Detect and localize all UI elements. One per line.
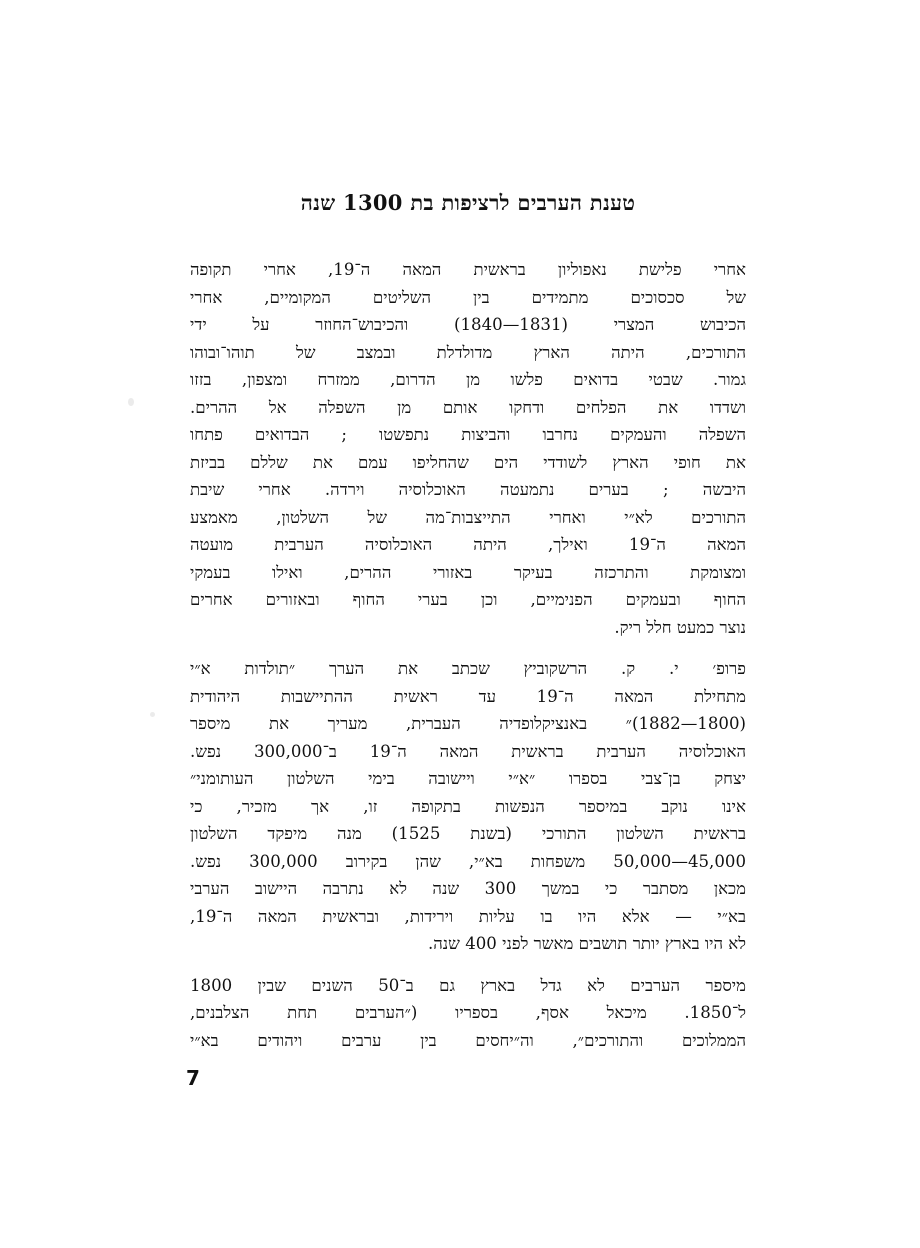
- text-line: מיספר הערבים לא גדל בארץ גם ב־50 השנים שבין 1800: [190, 975, 746, 995]
- chapter-title: טענת הערבים לרציפות בת 1300 שנה: [300, 190, 636, 216]
- text-line: מתחילת המאה ה־19 עד ראשית ההתיישבות היהודית: [190, 686, 746, 706]
- text-line: (1800—1882)״ באנציקלופדיה העברית, מעריך את מיספר: [190, 714, 746, 733]
- text-line: של סכסוכים מתמידים בין השליטים המקומיים, אחרי: [190, 287, 746, 307]
- text-line: ושדדו את הפלחים ודחקו אותם מן השפלה אל ההרים.: [190, 397, 746, 417]
- text-line: גמור. שבטי בדואים פלשו מן הדרום, ממזרח ומצפון, בזזו: [190, 370, 746, 389]
- paragraph-1: [190, 256, 746, 641]
- text-line: אחרי פלישת נאפוליון בראשית המאה ה־19, אחרי תקופה: [190, 260, 746, 279]
- text-line: נוצר כמעט חלל ריק.: [614, 617, 746, 637]
- paper-smudge: [150, 712, 155, 717]
- text-line: מכאן מסתבר כי במשך 300 שנה לא נתרבה היישוב הערבי: [190, 879, 746, 898]
- text-line: 45,000—50,000 משפחות בא״י, שהן בקירוב 300,000 נפש.: [190, 851, 746, 871]
- text-line: פרופ׳ י. ק. הרשקוביץ שכתב את הערך ״תולדות א״י: [190, 659, 746, 678]
- text-line: יצחק בן־צבי בספרו ״א״י ויישובה בימי השלטון העותומני״: [190, 769, 746, 788]
- text-line: התורכים לא״י ואחרי התייצבות־מה של השלטון, מאמצע: [190, 507, 746, 527]
- text-line: החוף ובעמקים הפנימיים, וכן בערי החוף ובאזורים אחרים: [190, 590, 746, 609]
- text-line: השפלה והעמקים נחרבו והביצות נתפשטו ; הבדואים פתחו: [190, 425, 746, 444]
- text-line: בראשית השלטון התורכי (בשנת 1525) מנה מיפקד השלטון: [190, 824, 746, 843]
- paragraph-3: [190, 972, 746, 1055]
- text-line: היבשה ; בערים נתמעטה האוכלוסיה וירדה. אחרי שיבת: [190, 480, 746, 499]
- text-line: הכיבוש המצרי (1831—1840) והכיבוש־החוזר על ידי: [190, 315, 746, 334]
- chapter-body: [190, 256, 746, 1068]
- page-number: 7: [186, 1066, 200, 1090]
- text-line: לא היו בארץ יותר תושבים מאשר לפני 400 שנה.: [427, 934, 746, 953]
- text-line: הממלוכים והתורכים״, וה״יחסים בין ערבים ויהודים בא״י: [190, 1030, 746, 1050]
- text-line: האוכלוסיה הערבית בראשית המאה ה־19 ב־300,000 נפש.: [190, 741, 746, 761]
- text-line: אינו נוקב במיספר הנפשות בתקופה זו, אך מזכיר, כי: [190, 796, 746, 816]
- paper-smudge: [128, 398, 134, 406]
- text-line: את חופי הארץ לשודדי הים שהחליפו עמם את שללם בביזת: [190, 452, 746, 472]
- text-line: התורכים, היתה הארץ מדולדלת ובמצב של תוהו־ובוהו: [190, 342, 746, 362]
- text-line: בא״י — אלא היו בו עליות וירידות, ובראשית המאה ה־19,: [190, 906, 746, 926]
- paragraph-2: [190, 655, 746, 958]
- text-line: ומצומקת והתרכזה בעיקר באזורי ההרים, ואילו בעמקי: [190, 562, 746, 582]
- text-line: ל־1850. מיכאל אסף, בספריו (״הערבים תחת הצלבנים,: [190, 1003, 746, 1022]
- text-line: המאה ה־19 ואילך, היתה האוכלוסיה הערבית מועטה: [190, 535, 746, 554]
